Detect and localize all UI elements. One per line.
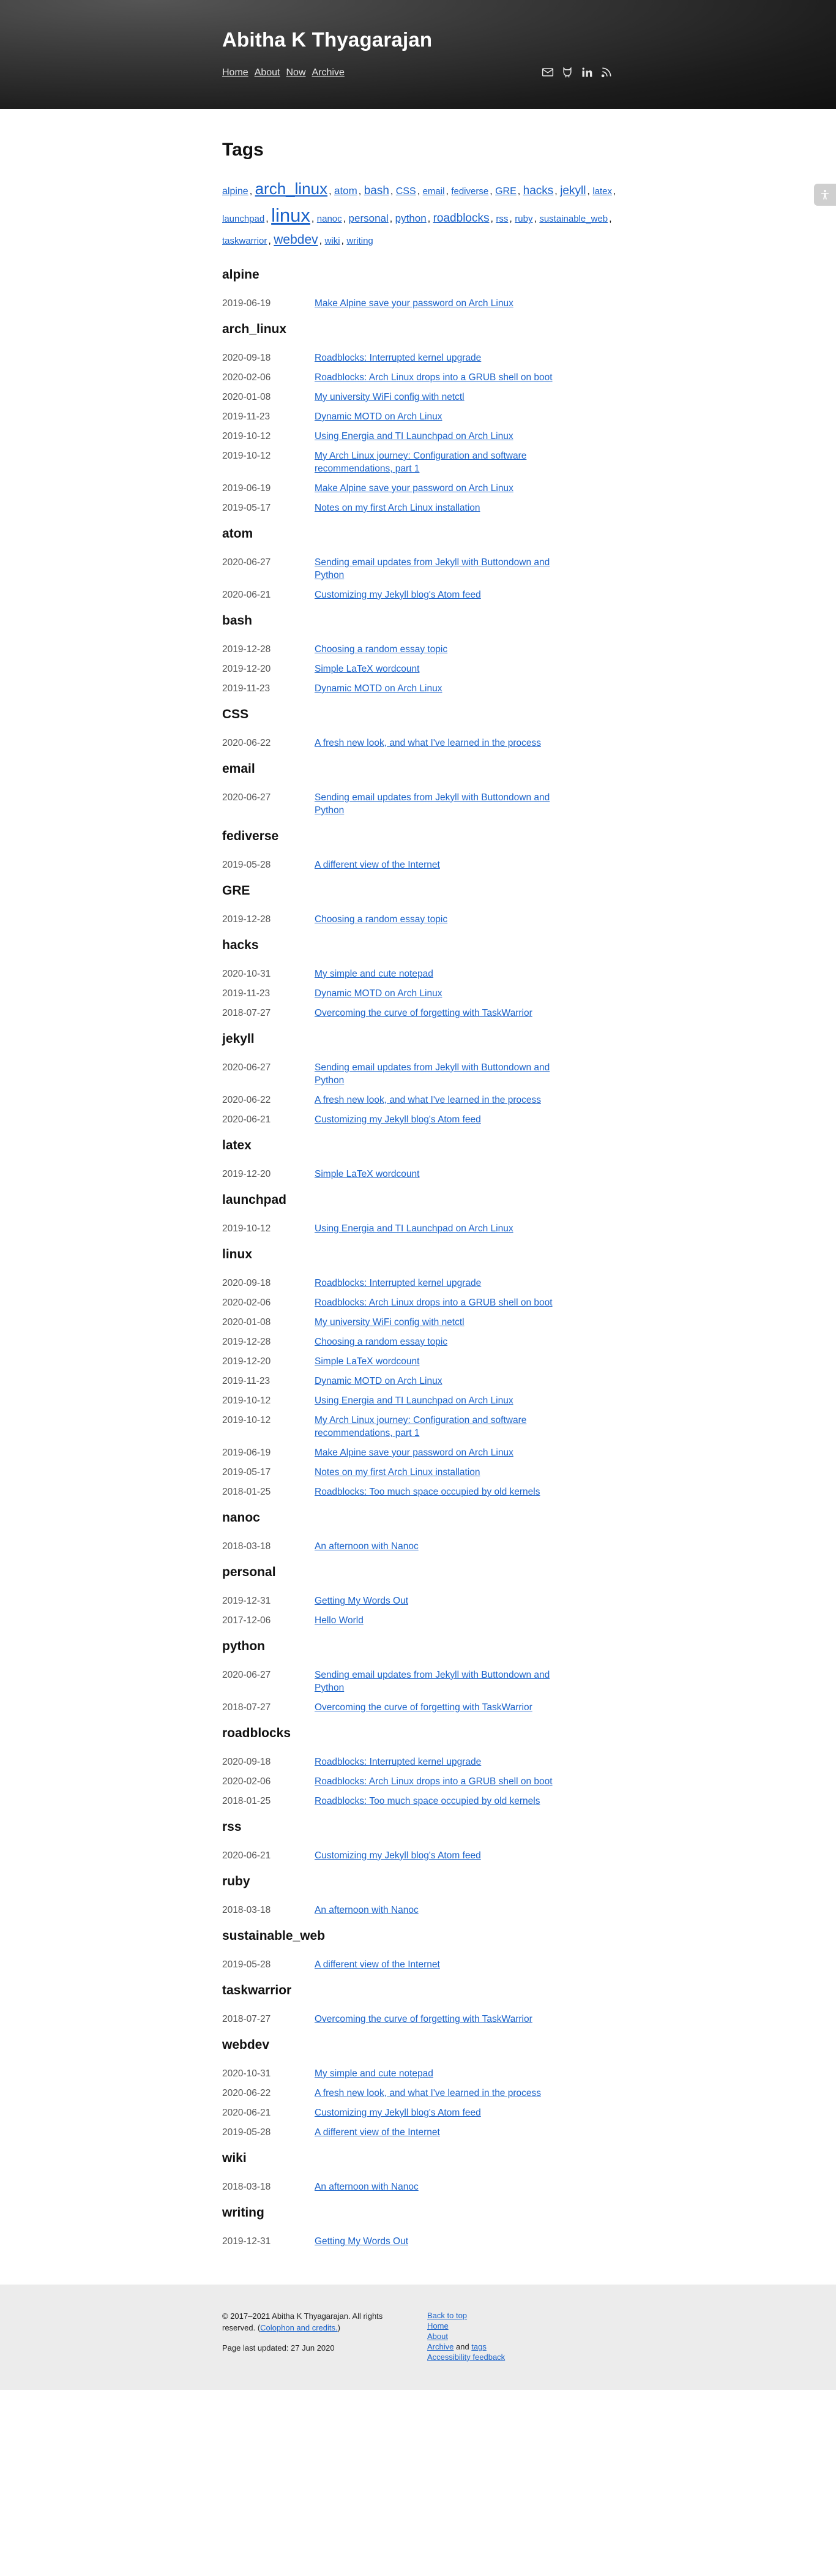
tag-heading: ruby xyxy=(222,1874,250,1888)
post-link[interactable]: Roadblocks: Too much space occupied by old kernels xyxy=(315,1486,540,1497)
post-date: 2019-06-19 xyxy=(222,298,271,309)
footer-about-link[interactable]: About xyxy=(427,2331,448,2341)
colophon-link[interactable]: Colophon and credits. xyxy=(260,2323,338,2332)
tag-section xyxy=(222,2206,620,2248)
post-row xyxy=(222,351,620,364)
tag-cloud-link[interactable]: webdev xyxy=(274,233,318,247)
post-row xyxy=(222,858,620,871)
post-row xyxy=(222,1394,620,1407)
post-link[interactable]: Notes on my first Arch Linux installation xyxy=(315,502,480,513)
post-link[interactable]: Overcoming the curve of forgetting with TaskWarrior xyxy=(315,1702,532,1713)
tag-section xyxy=(222,2151,620,2193)
post-link[interactable]: Customizing my Jekyll blog's Atom feed xyxy=(315,1850,481,1861)
site-header xyxy=(0,0,836,109)
tag-heading: alpine xyxy=(222,267,259,282)
post-date: 2019-11-23 xyxy=(222,411,271,422)
post-link[interactable]: My simple and cute notepad xyxy=(315,2068,433,2079)
tag-cloud-link[interactable]: fediverse xyxy=(451,186,489,197)
post-link[interactable]: Getting My Words Out xyxy=(315,2236,409,2247)
post-link[interactable]: Using Energia and TI Launchpad on Arch Linux xyxy=(315,1223,513,1234)
post-date: 2020-01-08 xyxy=(222,1316,271,1327)
tag-section xyxy=(222,829,620,871)
post-row xyxy=(222,2087,620,2100)
tag-cloud-link[interactable]: bash xyxy=(364,184,389,197)
last-updated: Page last updated: 27 Jun 2020 xyxy=(222,2343,335,2353)
post-link[interactable]: Roadblocks: Arch Linux drops into a GRUB shell on boot xyxy=(315,1297,553,1308)
tag-cloud-link[interactable]: arch_linux xyxy=(255,179,328,198)
post-date: 2020-06-27 xyxy=(222,557,271,568)
tag-cloud-link[interactable]: hacks xyxy=(523,184,554,197)
post-link[interactable]: Overcoming the curve of forgetting with TaskWarrior xyxy=(315,1007,532,1018)
tag-heading: fediverse xyxy=(222,828,279,843)
footer-home-link[interactable]: Home xyxy=(427,2321,449,2330)
post-row xyxy=(222,967,620,980)
tag-cloud-link[interactable]: alpine xyxy=(222,186,248,197)
tag-section xyxy=(222,614,620,695)
tag-heading: writing xyxy=(222,2205,264,2220)
post-date: 2019-05-17 xyxy=(222,1466,271,1478)
post-row xyxy=(222,791,620,817)
tag-heading: atom xyxy=(222,526,253,541)
post-date: 2019-05-17 xyxy=(222,502,271,513)
post-link[interactable]: Customizing my Jekyll blog's Atom feed xyxy=(315,589,481,600)
post-row xyxy=(222,1296,620,1309)
tag-heading: rss xyxy=(222,1819,242,1834)
post-row xyxy=(222,1061,620,1087)
tag-cloud-link[interactable]: python xyxy=(395,212,427,225)
post-date: 2018-03-18 xyxy=(222,1541,271,1552)
post-link[interactable]: Simple LaTeX wordcount xyxy=(315,1168,420,1179)
post-row xyxy=(222,1795,620,1808)
post-link[interactable]: Overcoming the curve of forgetting with TaskWarrior xyxy=(315,2013,532,2024)
post-date: 2019-10-12 xyxy=(222,1223,271,1234)
post-date: 2019-12-28 xyxy=(222,1336,271,1347)
tag-heading: python xyxy=(222,1639,265,1653)
tag-heading: taskwarrior xyxy=(222,1983,292,1997)
post-row xyxy=(222,2013,620,2026)
post-link[interactable]: My simple and cute notepad xyxy=(315,968,433,979)
tag-section xyxy=(222,938,620,1020)
tag-cloud-link[interactable]: linux xyxy=(271,205,310,227)
post-row xyxy=(222,987,620,1000)
post-date: 2020-10-31 xyxy=(222,968,271,979)
tag-section xyxy=(222,527,620,601)
site-title[interactable]: Abitha K Thyagarajan xyxy=(222,28,433,51)
post-row xyxy=(222,1007,620,1020)
post-link[interactable]: Roadblocks: Interrupted kernel upgrade xyxy=(315,352,482,363)
post-row xyxy=(222,1316,620,1329)
post-link[interactable]: My university WiFi config with netctl xyxy=(315,391,465,402)
post-date: 2019-12-28 xyxy=(222,644,271,655)
tag-cloud-link[interactable]: atom xyxy=(334,185,357,197)
footer-info xyxy=(222,2310,406,2354)
tag-section xyxy=(222,884,620,926)
site-footer xyxy=(0,2285,836,2390)
post-link[interactable]: Sending email updates from Jekyll with Buttondown and Python xyxy=(315,1669,550,1693)
post-link[interactable]: A fresh new look, and what I've learned in the process xyxy=(315,1094,542,1105)
post-link[interactable]: Choosing a random essay topic xyxy=(315,644,448,655)
post-link[interactable]: My Arch Linux journey: Configuration and software recommendations, part 1 xyxy=(315,1414,527,1438)
post-row xyxy=(222,663,620,675)
post-link[interactable]: A different view of the Internet xyxy=(315,1959,440,1970)
post-row xyxy=(222,1756,620,1768)
tag-heading: linux xyxy=(222,1247,253,1261)
post-date: 2019-12-20 xyxy=(222,1168,271,1179)
rss-icon[interactable] xyxy=(600,66,613,78)
post-link[interactable]: A fresh new look, and what I've learned in the process xyxy=(315,2087,542,2098)
post-date: 2020-01-08 xyxy=(222,391,271,402)
post-row xyxy=(222,556,620,582)
post-row xyxy=(222,1594,620,1607)
post-link[interactable]: Sending email updates from Jekyll with Buttondown and Python xyxy=(315,1062,550,1086)
post-date: 2020-06-22 xyxy=(222,2087,271,2098)
tag-section xyxy=(222,1032,620,1126)
tag-section xyxy=(222,1820,620,1862)
accessibility-feedback-link[interactable]: Accessibility feedback xyxy=(427,2352,506,2362)
post-row xyxy=(222,2180,620,2193)
post-link[interactable]: Sending email updates from Jekyll with Buttondown and Python xyxy=(315,557,550,580)
tag-section xyxy=(222,268,620,310)
tag-heading: sustainable_web xyxy=(222,1928,326,1943)
post-row xyxy=(222,588,620,601)
post-date: 2020-02-06 xyxy=(222,1776,271,1787)
post-row xyxy=(222,1614,620,1627)
post-link[interactable]: Using Energia and TI Launchpad on Arch Linux xyxy=(315,430,513,441)
post-link[interactable]: Sending email updates from Jekyll with Buttondown and Python xyxy=(315,792,550,816)
post-link[interactable]: Roadblocks: Too much space occupied by old kernels xyxy=(315,1795,540,1806)
post-link[interactable]: Simple LaTeX wordcount xyxy=(315,1356,420,1367)
tag-section xyxy=(222,1138,620,1181)
tag-heading: arch_linux xyxy=(222,321,287,336)
post-row xyxy=(222,410,620,423)
post-date: 2019-11-23 xyxy=(222,1375,271,1386)
post-date: 2020-06-21 xyxy=(222,1114,271,1125)
nav-now[interactable]: Now xyxy=(286,67,306,78)
post-row xyxy=(222,913,620,926)
post-date: 2020-06-22 xyxy=(222,737,271,748)
post-row xyxy=(222,643,620,656)
post-link[interactable]: Dynamic MOTD on Arch Linux xyxy=(315,1375,442,1386)
post-row xyxy=(222,1904,620,1917)
post-date: 2018-07-27 xyxy=(222,2013,271,2024)
back-to-top-link[interactable]: Back to top xyxy=(427,2310,468,2320)
nav-archive[interactable]: Archive xyxy=(312,67,345,78)
post-link[interactable]: Roadblocks: Interrupted kernel upgrade xyxy=(315,1277,482,1288)
post-date: 2019-11-23 xyxy=(222,683,271,694)
post-row xyxy=(222,1485,620,1498)
tag-cloud-link[interactable]: latex xyxy=(592,186,612,197)
footer-archive-link[interactable]: Archive xyxy=(427,2341,454,2351)
tag-cloud-link[interactable]: jekyll xyxy=(560,184,586,197)
tag-section xyxy=(222,322,620,514)
post-date: 2019-12-28 xyxy=(222,914,271,925)
post-row xyxy=(222,1849,620,1862)
main-content xyxy=(222,109,620,2285)
post-row xyxy=(222,1277,620,1290)
footer-tags-link[interactable]: tags xyxy=(471,2341,487,2351)
tag-heading: webdev xyxy=(222,2037,270,2052)
post-link[interactable]: My university WiFi config with netctl xyxy=(315,1316,465,1327)
tag-cloud-link[interactable]: launchpad xyxy=(222,214,265,225)
tag-section xyxy=(222,1565,620,1627)
post-row xyxy=(222,391,620,404)
post-date: 2020-06-22 xyxy=(222,1094,271,1105)
post-date: 2019-12-31 xyxy=(222,2236,271,2247)
post-date: 2019-12-31 xyxy=(222,1595,271,1606)
tag-heading: hacks xyxy=(222,937,259,952)
post-link[interactable]: Notes on my first Arch Linux installation xyxy=(315,1466,480,1478)
post-link[interactable]: Dynamic MOTD on Arch Linux xyxy=(315,683,442,694)
tag-section xyxy=(222,1247,620,1498)
tag-cloud-link[interactable]: taskwarrior xyxy=(222,236,267,247)
post-link[interactable]: Roadblocks: Arch Linux drops into a GRUB shell on boot xyxy=(315,1776,553,1787)
tag-section xyxy=(222,1193,620,1235)
accessibility-icon xyxy=(819,189,830,200)
main-nav xyxy=(222,67,345,78)
tag-cloud-link[interactable]: roadblocks xyxy=(433,212,490,225)
post-link[interactable]: Getting My Words Out xyxy=(315,1595,409,1606)
tag-section xyxy=(222,1929,620,1971)
nav-about[interactable]: About xyxy=(254,67,280,78)
post-date: 2018-03-18 xyxy=(222,1904,271,1915)
tag-cloud-link[interactable]: nanoc xyxy=(316,214,342,225)
tag-heading: nanoc xyxy=(222,1510,260,1525)
post-link[interactable]: A different view of the Internet xyxy=(315,859,440,870)
social-links xyxy=(542,66,613,78)
post-date: 2019-05-28 xyxy=(222,2127,271,2138)
post-date: 2020-09-18 xyxy=(222,352,271,363)
post-date: 2020-06-27 xyxy=(222,1669,271,1680)
github-icon[interactable] xyxy=(561,66,573,78)
post-date: 2019-10-12 xyxy=(222,450,271,461)
tag-cloud-link[interactable]: CSS xyxy=(395,186,416,197)
post-row xyxy=(222,1335,620,1348)
post-date: 2018-03-18 xyxy=(222,2181,271,2192)
post-date: 2019-10-12 xyxy=(222,430,271,441)
post-link[interactable]: Make Alpine save your password on Arch Linux xyxy=(315,298,513,309)
post-date: 2020-06-21 xyxy=(222,589,271,600)
post-link[interactable]: A different view of the Internet xyxy=(315,2127,440,2138)
tag-cloud-link[interactable]: sustainable_web xyxy=(539,214,608,225)
post-date: 2019-05-28 xyxy=(222,1959,271,1970)
post-row xyxy=(222,1094,620,1106)
linkedin-icon[interactable] xyxy=(581,66,593,78)
tag-heading: wiki xyxy=(222,2150,247,2165)
tag-cloud-link[interactable]: personal xyxy=(348,212,389,225)
tag-heading: roadblocks xyxy=(222,1725,291,1740)
footer-links: Back to top Home About Archive and tags Accessibility feedback xyxy=(427,2310,506,2362)
post-link[interactable]: Make Alpine save your password on Arch Linux xyxy=(315,483,513,494)
post-link[interactable]: An afternoon with Nanoc xyxy=(315,2181,419,2192)
post-link[interactable]: Dynamic MOTD on Arch Linux xyxy=(315,988,442,999)
post-link[interactable]: Choosing a random essay topic xyxy=(315,1336,448,1347)
tag-section xyxy=(222,1511,620,1553)
tag-heading: jekyll xyxy=(222,1031,255,1046)
tag-section xyxy=(222,1726,620,1808)
post-link[interactable]: My Arch Linux journey: Configuration and software recommendations, part 1 xyxy=(315,450,527,474)
post-row xyxy=(222,501,620,514)
tag-sections xyxy=(222,268,620,2248)
post-row xyxy=(222,737,620,749)
post-row xyxy=(222,1466,620,1479)
post-date: 2019-12-20 xyxy=(222,1356,271,1367)
post-row xyxy=(222,682,620,695)
post-row xyxy=(222,449,620,475)
post-link[interactable]: An afternoon with Nanoc xyxy=(315,1541,419,1552)
tag-cloud-link[interactable]: rss xyxy=(496,214,509,225)
tag-heading: GRE xyxy=(222,883,250,898)
post-date: 2018-07-27 xyxy=(222,1702,271,1713)
tag-section xyxy=(222,762,620,817)
post-date: 2018-01-25 xyxy=(222,1795,271,1806)
post-row xyxy=(222,2067,620,2080)
post-date: 2020-10-31 xyxy=(222,2068,271,2079)
tag-heading: CSS xyxy=(222,707,249,721)
post-date: 2020-06-27 xyxy=(222,1062,271,1073)
post-link[interactable]: An afternoon with Nanoc xyxy=(315,1904,419,1915)
tag-heading: bash xyxy=(222,613,253,628)
post-date: 2019-06-19 xyxy=(222,483,271,494)
post-date: 2019-10-12 xyxy=(222,1414,271,1425)
tag-section xyxy=(222,1983,620,2026)
tag-cloud-link[interactable]: ruby xyxy=(515,214,533,225)
post-link[interactable]: Customizing my Jekyll blog's Atom feed xyxy=(315,1114,481,1125)
post-row xyxy=(222,430,620,443)
post-date: 2019-11-23 xyxy=(222,988,271,999)
page-title: Tags xyxy=(222,140,264,160)
post-row xyxy=(222,1168,620,1181)
post-row xyxy=(222,1355,620,1368)
post-row xyxy=(222,297,620,310)
post-row xyxy=(222,1540,620,1553)
post-link[interactable]: Dynamic MOTD on Arch Linux xyxy=(315,411,442,422)
post-row xyxy=(222,1222,620,1235)
post-date: 2019-12-20 xyxy=(222,663,271,674)
mail-icon[interactable] xyxy=(542,66,554,78)
tag-cloud-link[interactable]: GRE xyxy=(495,186,517,197)
tag-section xyxy=(222,2038,620,2139)
post-row xyxy=(222,1958,620,1971)
copyright-text: © 2017–2021 Abitha K Thyagarajan. All rights reserved. (Colophon and credits.) xyxy=(222,2311,383,2332)
tag-section xyxy=(222,707,620,749)
post-date: 2018-07-27 xyxy=(222,1007,271,1018)
post-date: 2020-09-18 xyxy=(222,1277,271,1288)
post-row xyxy=(222,2106,620,2119)
tag-section xyxy=(222,1874,620,1917)
post-date: 2019-06-19 xyxy=(222,1447,271,1458)
post-link[interactable]: Hello World xyxy=(315,1615,364,1626)
post-link[interactable]: Using Energia and TI Launchpad on Arch Linux xyxy=(315,1395,513,1406)
tag-heading: latex xyxy=(222,1138,252,1152)
post-link[interactable]: Roadblocks: Interrupted kernel upgrade xyxy=(315,1756,482,1767)
tag-cloud-link[interactable]: email xyxy=(422,186,445,197)
post-date: 2019-05-28 xyxy=(222,859,271,870)
post-date: 2020-09-18 xyxy=(222,1756,271,1767)
post-row xyxy=(222,2126,620,2139)
post-row xyxy=(222,1375,620,1388)
post-row xyxy=(222,1669,620,1694)
accessibility-toggle-button[interactable] xyxy=(814,184,836,206)
tag-cloud-link[interactable]: wiki xyxy=(324,236,340,247)
post-date: 2020-02-06 xyxy=(222,1297,271,1308)
post-row xyxy=(222,1113,620,1126)
post-row xyxy=(222,1701,620,1714)
post-date: 2017-12-06 xyxy=(222,1615,271,1626)
nav-home[interactable]: Home xyxy=(222,67,248,78)
tag-heading: personal xyxy=(222,1564,276,1579)
post-link[interactable]: Make Alpine save your password on Arch Linux xyxy=(315,1447,513,1458)
post-date: 2020-06-21 xyxy=(222,1850,271,1861)
post-row xyxy=(222,2235,620,2248)
post-date: 2020-06-27 xyxy=(222,792,271,803)
post-link[interactable]: Choosing a random essay topic xyxy=(315,914,448,925)
tag-heading: email xyxy=(222,761,255,776)
tag-section xyxy=(222,1639,620,1714)
post-date: 2018-01-25 xyxy=(222,1486,271,1497)
post-link[interactable]: Customizing my Jekyll blog's Atom feed xyxy=(315,2107,481,2118)
tag-heading: launchpad xyxy=(222,1192,287,1207)
post-row xyxy=(222,1446,620,1459)
post-row xyxy=(222,482,620,495)
post-row xyxy=(222,371,620,384)
tag-cloud-link[interactable]: writing xyxy=(346,236,373,247)
post-row xyxy=(222,1414,620,1440)
post-link[interactable]: Simple LaTeX wordcount xyxy=(315,663,420,674)
post-date: 2019-10-12 xyxy=(222,1395,271,1406)
post-link[interactable]: A fresh new look, and what I've learned in the process xyxy=(315,737,542,748)
tag-cloud: alpine , arch_linux , atom , bash , CSS , email , fediverse , GRE , hacks , jekyll , latex , launchpad , linux , nanoc , personal , python , roadblocks , rss , ruby , sustainable_web , taskwarrior , webdev , wiki , writing xyxy=(222,179,616,247)
post-date: 2020-06-21 xyxy=(222,2107,271,2118)
post-date: 2020-02-06 xyxy=(222,372,271,383)
post-row xyxy=(222,1775,620,1788)
post-link[interactable]: Roadblocks: Arch Linux drops into a GRUB shell on boot xyxy=(315,372,553,383)
